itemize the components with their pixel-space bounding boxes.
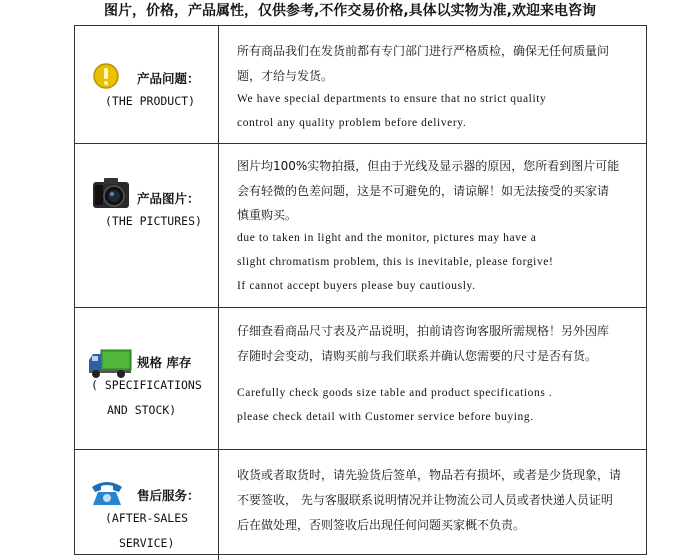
row-text-cn: 慎重购买。: [237, 208, 298, 222]
row-title-en: AND STOCK): [107, 403, 177, 417]
row-title-en: SERVICE): [119, 536, 175, 550]
row-text-en: please check detail with Customer service before buying.: [237, 411, 534, 423]
row-title-en: (AFTER-SALES: [105, 511, 189, 525]
delivery-truck-icon: [87, 346, 133, 380]
row-title-cn: 规格 库存: [137, 355, 192, 370]
row-text-en: slight chromatism problem, this is inevitable, please forgive!: [237, 256, 554, 268]
row-text-cn: 题，才给与发货。: [237, 69, 334, 83]
row-title-cn: 售后服务：: [137, 488, 200, 503]
page-notice: 图片，价格，产品属性，仅供参考,不作交易价格,具体以实物为准,欢迎来电咨询: [104, 3, 596, 19]
row-text-cn: 所有商品我们在发货前都有专门部门进行严格质检，确保无任何质量问: [237, 44, 610, 58]
row-text-en: Carefully check goods size table and product specifications .: [237, 387, 553, 399]
row-title-en: (THE PRODUCT): [105, 94, 196, 108]
row-title-cn: 产品问题：: [137, 71, 200, 86]
row-text-cn: 后在做处理，否则签收后出现任何问题买家概不负责。: [237, 518, 526, 532]
row-text-cn: 会有轻微的色差问题，这是不可避免的，请谅解！如无法接受的买家请: [237, 184, 610, 198]
table-row-specifications: [75, 308, 646, 450]
row-title-cn: 产品图片：: [137, 191, 200, 206]
row-title-en: ( SPECIFICATIONS: [91, 378, 202, 392]
row-text-cn: 图片均100%实物拍摄，但由于光线及显示器的原因，您所看到图片可能: [237, 159, 620, 173]
row-text-cn: 不要签收， 先与客服联系说明情况并让物流公司人员或者快递人员证明: [237, 493, 613, 507]
warning-bulb-icon: [92, 62, 120, 90]
phone-icon: [90, 477, 124, 507]
row-text-en: We have special departments to ensure that no strict quality: [237, 93, 547, 105]
row-text-en: due to taken in light and the monitor, pictures may have a: [237, 232, 537, 244]
row-title-en: (THE PICTURES): [105, 214, 202, 228]
info-table: [74, 25, 647, 555]
row-text-cn: 存随时会变动，请购买前与我们联系并确认您需要的尺寸是否有货。: [237, 349, 598, 363]
table-row-pictures: [75, 144, 646, 308]
row-text-en: If cannot accept buyers please buy cautiously.: [237, 280, 476, 292]
row-text-en: control any quality problem before delivery.: [237, 117, 467, 129]
table-row-product: [75, 26, 646, 144]
camera-icon: [91, 176, 131, 210]
row-text-cn: 仔细查看商品尺寸表及产品说明，拍前请咨询客服所需规格！另外因库: [237, 324, 610, 338]
row-text-cn: 收货或者取货时，请先验货后签单，物品若有损坏，或者是少货现象，请: [237, 468, 622, 482]
